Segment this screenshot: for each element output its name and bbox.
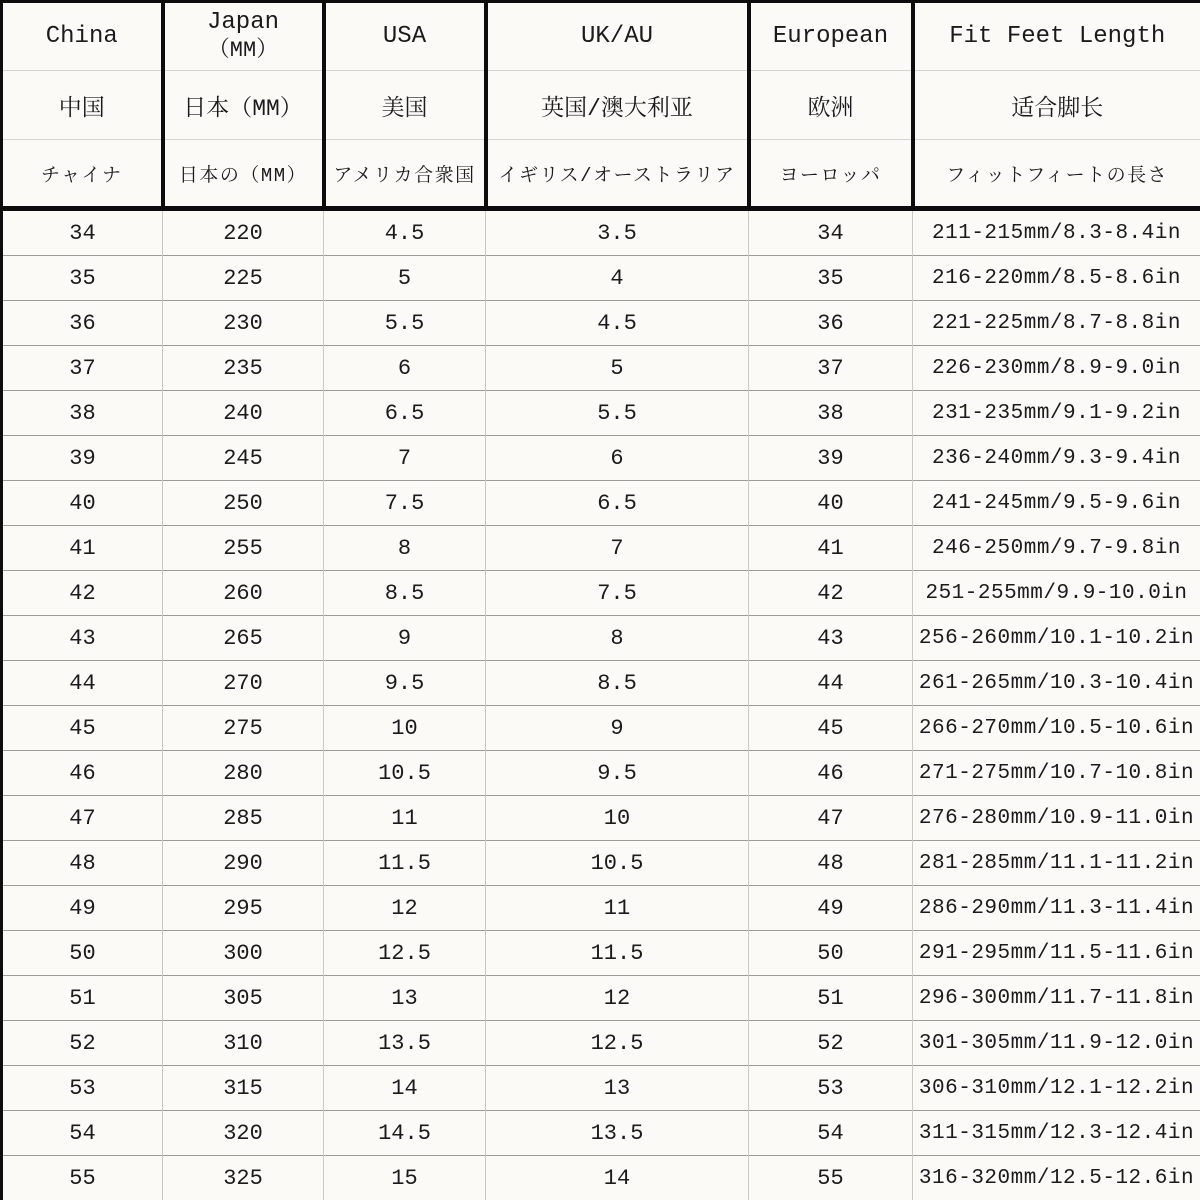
table-cell: 211-215mm/8.3-8.4in xyxy=(913,209,1200,256)
table-cell: 285 xyxy=(163,796,324,841)
table-cell: 45 xyxy=(749,706,913,751)
table-cell: 54 xyxy=(749,1111,913,1156)
header-cell-european-ja: ヨーロッパ xyxy=(749,140,913,209)
table-cell: 13 xyxy=(486,1066,749,1111)
table-cell: 42 xyxy=(749,571,913,616)
header-japan-line2: （MM） xyxy=(207,37,279,63)
table-cell: 276-280mm/10.9-11.0in xyxy=(913,796,1200,841)
table-cell: 240 xyxy=(163,391,324,436)
table-cell: 11 xyxy=(324,796,486,841)
table-cell: 221-225mm/8.7-8.8in xyxy=(913,301,1200,346)
table-row xyxy=(2,391,1200,436)
table-cell: 8 xyxy=(486,616,749,661)
table-cell: 261-265mm/10.3-10.4in xyxy=(913,661,1200,706)
table-cell: 5.5 xyxy=(486,391,749,436)
table-cell: 225 xyxy=(163,256,324,301)
header-cell-japan-ja: 日本の（MM） xyxy=(163,140,324,209)
table-cell: 226-230mm/8.9-9.0in xyxy=(913,346,1200,391)
table-row xyxy=(2,706,1200,751)
table-cell: 13.5 xyxy=(324,1021,486,1066)
table-cell: 41 xyxy=(2,526,163,571)
table-cell: 12 xyxy=(324,886,486,931)
header-cell-fit-en: Fit Feet Length xyxy=(913,2,1200,71)
table-cell: 290 xyxy=(163,841,324,886)
table-cell: 10 xyxy=(486,796,749,841)
table-cell: 320 xyxy=(163,1111,324,1156)
table-cell: 311-315mm/12.3-12.4in xyxy=(913,1111,1200,1156)
table-row xyxy=(2,209,1200,256)
header-cell-japan-en xyxy=(163,2,324,71)
table-cell: 51 xyxy=(2,976,163,1021)
table-row xyxy=(2,1021,1200,1066)
header-row-english xyxy=(2,2,1200,71)
table-cell: 55 xyxy=(2,1156,163,1200)
table-cell: 49 xyxy=(2,886,163,931)
table-cell: 300 xyxy=(163,931,324,976)
table-cell: 265 xyxy=(163,616,324,661)
table-cell: 250 xyxy=(163,481,324,526)
table-cell: 245 xyxy=(163,436,324,481)
header-cell-china-en: China xyxy=(2,2,163,71)
table-row xyxy=(2,661,1200,706)
table-cell: 36 xyxy=(2,301,163,346)
table-cell: 255 xyxy=(163,526,324,571)
table-cell: 12.5 xyxy=(324,931,486,976)
header-cell-european-en: European xyxy=(749,2,913,71)
table-cell: 11.5 xyxy=(324,841,486,886)
table-row xyxy=(2,841,1200,886)
table-cell: 52 xyxy=(749,1021,913,1066)
table-cell: 54 xyxy=(2,1111,163,1156)
table-cell: 251-255mm/9.9-10.0in xyxy=(913,571,1200,616)
table-cell: 6 xyxy=(324,346,486,391)
table-cell: 256-260mm/10.1-10.2in xyxy=(913,616,1200,661)
table-cell: 7 xyxy=(486,526,749,571)
table-cell: 9.5 xyxy=(324,661,486,706)
table-cell: 5.5 xyxy=(324,301,486,346)
table-cell: 13 xyxy=(324,976,486,1021)
table-row xyxy=(2,751,1200,796)
table-cell: 8 xyxy=(324,526,486,571)
table-cell: 36 xyxy=(749,301,913,346)
header-cell-fit-zh: 适合脚长 xyxy=(913,71,1200,140)
header-cell-china-zh: 中国 xyxy=(2,71,163,140)
header-cell-usa-ja: アメリカ合衆国 xyxy=(324,140,486,209)
table-cell: 325 xyxy=(163,1156,324,1200)
table-cell: 280 xyxy=(163,751,324,796)
header-cell-fit-ja: フィットフィートの長さ xyxy=(913,140,1200,209)
table-cell: 44 xyxy=(2,661,163,706)
table-cell: 6.5 xyxy=(324,391,486,436)
table-cell: 50 xyxy=(749,931,913,976)
table-cell: 310 xyxy=(163,1021,324,1066)
table-cell: 44 xyxy=(749,661,913,706)
table-cell: 7.5 xyxy=(486,571,749,616)
table-cell: 281-285mm/11.1-11.2in xyxy=(913,841,1200,886)
table-cell: 235 xyxy=(163,346,324,391)
table-row xyxy=(2,571,1200,616)
table-cell: 38 xyxy=(749,391,913,436)
table-cell: 45 xyxy=(2,706,163,751)
table-body xyxy=(2,209,1200,1200)
table-cell: 246-250mm/9.7-9.8in xyxy=(913,526,1200,571)
table-cell: 47 xyxy=(749,796,913,841)
header-cell-ukau-en: UK/AU xyxy=(486,2,749,71)
table-cell: 6.5 xyxy=(486,481,749,526)
table-cell: 260 xyxy=(163,571,324,616)
table-cell: 13.5 xyxy=(486,1111,749,1156)
table-cell: 236-240mm/9.3-9.4in xyxy=(913,436,1200,481)
table-cell: 7.5 xyxy=(324,481,486,526)
table-cell: 5 xyxy=(486,346,749,391)
table-cell: 10.5 xyxy=(486,841,749,886)
header-japan-line1: Japan xyxy=(206,8,279,36)
table-cell: 220 xyxy=(163,209,324,256)
table-header xyxy=(2,2,1200,209)
table-cell: 216-220mm/8.5-8.6in xyxy=(913,256,1200,301)
table-cell: 271-275mm/10.7-10.8in xyxy=(913,751,1200,796)
table-row xyxy=(2,436,1200,481)
table-cell: 10 xyxy=(324,706,486,751)
table-cell: 14.5 xyxy=(324,1111,486,1156)
table-cell: 41 xyxy=(749,526,913,571)
table-cell: 37 xyxy=(749,346,913,391)
header-row-japanese xyxy=(2,140,1200,209)
table-cell: 55 xyxy=(749,1156,913,1200)
table-cell: 15 xyxy=(324,1156,486,1200)
table-cell: 8.5 xyxy=(486,661,749,706)
table-row xyxy=(2,1156,1200,1200)
header-cell-japan-zh: 日本（MM） xyxy=(163,71,324,140)
table-cell: 11.5 xyxy=(486,931,749,976)
table-row xyxy=(2,256,1200,301)
header-cell-ukau-zh: 英国/澳大利亚 xyxy=(486,71,749,140)
table-row xyxy=(2,301,1200,346)
table-row xyxy=(2,931,1200,976)
table-cell: 11 xyxy=(486,886,749,931)
table-cell: 53 xyxy=(2,1066,163,1111)
table-cell: 40 xyxy=(749,481,913,526)
table-cell: 50 xyxy=(2,931,163,976)
table-cell: 296-300mm/11.7-11.8in xyxy=(913,976,1200,1021)
table-cell: 305 xyxy=(163,976,324,1021)
table-cell: 275 xyxy=(163,706,324,751)
table-cell: 38 xyxy=(2,391,163,436)
table-row xyxy=(2,1111,1200,1156)
table-cell: 316-320mm/12.5-12.6in xyxy=(913,1156,1200,1200)
table-cell: 9 xyxy=(486,706,749,751)
table-cell: 48 xyxy=(749,841,913,886)
table-cell: 51 xyxy=(749,976,913,1021)
table-cell: 42 xyxy=(2,571,163,616)
table-cell: 8.5 xyxy=(324,571,486,616)
table-row xyxy=(2,976,1200,1021)
table-row xyxy=(2,481,1200,526)
table-cell: 295 xyxy=(163,886,324,931)
table-cell: 230 xyxy=(163,301,324,346)
table-cell: 6 xyxy=(486,436,749,481)
table-row xyxy=(2,796,1200,841)
table-cell: 46 xyxy=(2,751,163,796)
table-cell: 10.5 xyxy=(324,751,486,796)
table-row xyxy=(2,346,1200,391)
table-cell: 43 xyxy=(749,616,913,661)
table-cell: 48 xyxy=(2,841,163,886)
table-row xyxy=(2,616,1200,661)
table-row xyxy=(2,1066,1200,1111)
table-cell: 291-295mm/11.5-11.6in xyxy=(913,931,1200,976)
table-row xyxy=(2,886,1200,931)
table-cell: 7 xyxy=(324,436,486,481)
table-cell: 52 xyxy=(2,1021,163,1066)
table-cell: 4.5 xyxy=(324,209,486,256)
header-cell-china-ja: チャイナ xyxy=(2,140,163,209)
table-cell: 47 xyxy=(2,796,163,841)
table-cell: 12.5 xyxy=(486,1021,749,1066)
table-cell: 43 xyxy=(2,616,163,661)
table-cell: 34 xyxy=(749,209,913,256)
table-cell: 14 xyxy=(324,1066,486,1111)
table-cell: 9.5 xyxy=(486,751,749,796)
table-cell: 35 xyxy=(2,256,163,301)
header-cell-usa-zh: 美国 xyxy=(324,71,486,140)
header-cell-usa-en: USA xyxy=(324,2,486,71)
table-cell: 40 xyxy=(2,481,163,526)
table-cell: 37 xyxy=(2,346,163,391)
table-row xyxy=(2,526,1200,571)
table-cell: 4 xyxy=(486,256,749,301)
table-cell: 315 xyxy=(163,1066,324,1111)
table-cell: 9 xyxy=(324,616,486,661)
table-cell: 34 xyxy=(69,220,96,246)
table-cell: 39 xyxy=(2,436,163,481)
table-cell: 3.5 xyxy=(486,209,749,256)
table-cell: 39 xyxy=(749,436,913,481)
table-cell: 270 xyxy=(163,661,324,706)
table-cell: 5 xyxy=(324,256,486,301)
table-cell: 12 xyxy=(486,976,749,1021)
header-row-chinese xyxy=(2,71,1200,140)
table-cell: 286-290mm/11.3-11.4in xyxy=(913,886,1200,931)
table-cell: 231-235mm/9.1-9.2in xyxy=(913,391,1200,436)
header-cell-ukau-ja: イギリス/オーストラリア xyxy=(486,140,749,209)
table-cell: 306-310mm/12.1-12.2in xyxy=(913,1066,1200,1111)
table-cell: 46 xyxy=(749,751,913,796)
table-cell: 49 xyxy=(749,886,913,931)
table-cell: 301-305mm/11.9-12.0in xyxy=(913,1021,1200,1066)
table-cell: 4.5 xyxy=(486,301,749,346)
table-cell: 35 xyxy=(749,256,913,301)
header-cell-european-zh: 欧洲 xyxy=(749,71,913,140)
table-cell: 241-245mm/9.5-9.6in xyxy=(913,481,1200,526)
table-cell: 14 xyxy=(486,1156,749,1200)
table-cell: 53 xyxy=(749,1066,913,1111)
table-cell: 266-270mm/10.5-10.6in xyxy=(913,706,1200,751)
